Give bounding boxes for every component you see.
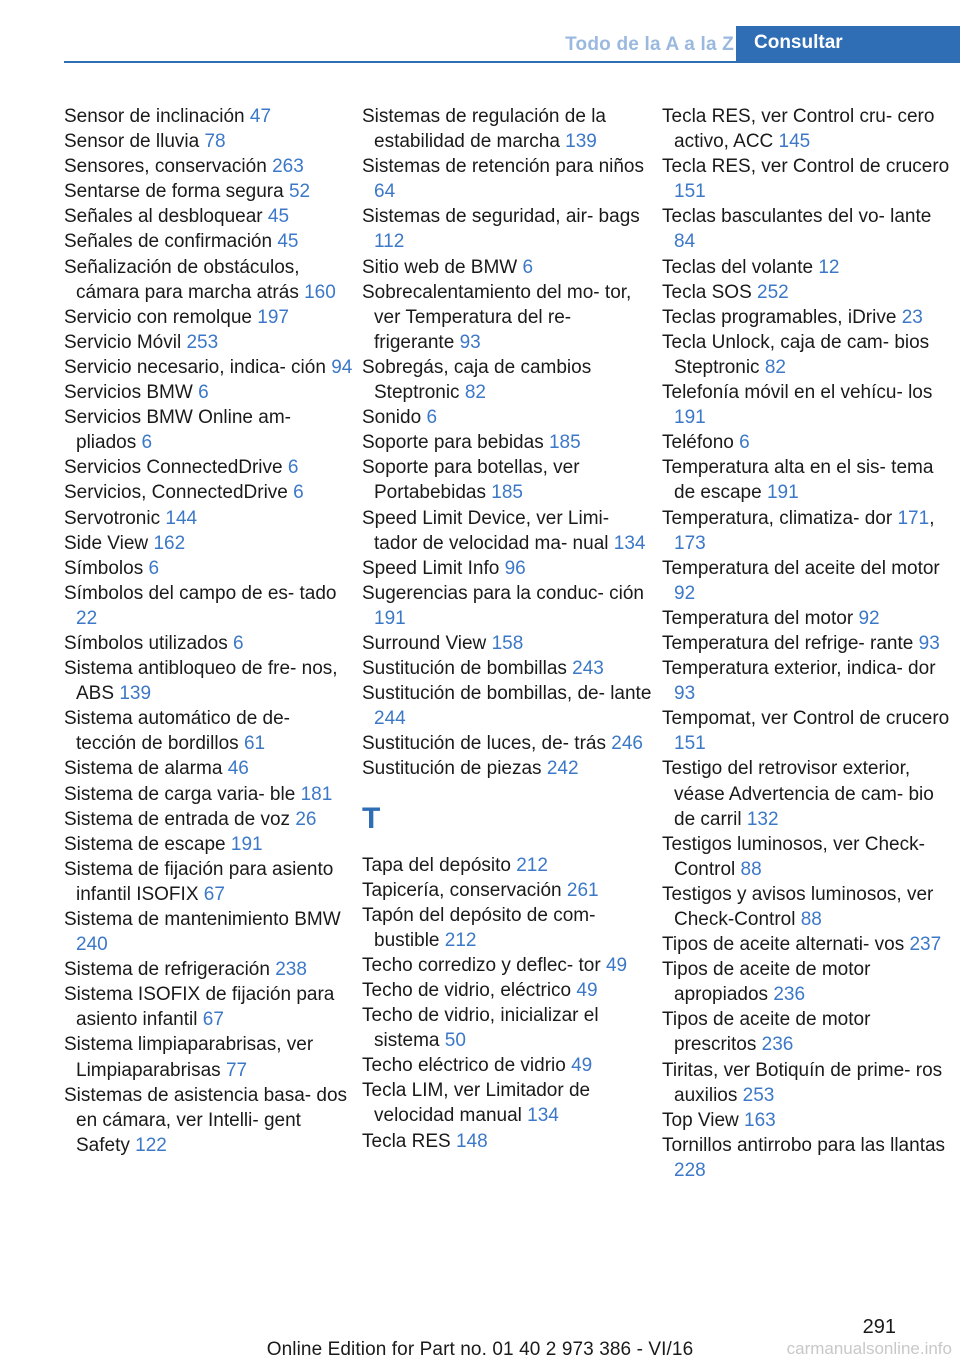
entry-term: Sustitución de bombillas: [362, 658, 567, 680]
page-link[interactable]: 6: [293, 482, 304, 504]
page-link[interactable]: 244: [374, 708, 406, 730]
page-link[interactable]: 240: [76, 934, 108, 956]
index-entry: [362, 953, 652, 978]
index-entry: [64, 656, 354, 706]
index-entry: [64, 807, 354, 832]
index-entry: [362, 355, 652, 405]
entry-term: Sistema de carga varia‐ ble: [64, 783, 296, 805]
page-link[interactable]: 185: [491, 482, 523, 504]
entry-term: Sensor de lluvia: [64, 131, 200, 153]
entry-term: Testigos y avisos luminosos, ver Check-Control: [662, 883, 934, 930]
index-entry: Temperatura, climatiza‐ dor 171, 173: [662, 507, 935, 554]
entry-term: Top View: [662, 1109, 739, 1131]
entry-term: Sensor de inclinación: [64, 106, 245, 127]
index-entry: [662, 706, 952, 756]
index-entry: [64, 506, 354, 531]
page-link[interactable]: 162: [153, 532, 186, 554]
page-link[interactable]: 6: [232, 632, 244, 654]
entry-term: Sistemas de retención para niños: [362, 156, 644, 178]
entry-term: Side View: [64, 532, 149, 554]
index-entry: [362, 903, 652, 953]
entry-term: Sistema de fijación para asiento infantil ISOFIX: [64, 858, 334, 905]
index-entry: [362, 556, 652, 581]
index-entry: [362, 731, 652, 756]
index-entry: [64, 982, 354, 1032]
page-link[interactable]: 52: [288, 181, 311, 203]
index-entry: [362, 631, 652, 656]
page-link[interactable]: 6: [287, 457, 299, 479]
page-link[interactable]: 49: [605, 954, 628, 976]
index-entry: [64, 330, 354, 355]
entry-term: Sistema antibloqueo de fre‐ nos, ABS: [64, 658, 338, 705]
index-entry: [362, 1078, 652, 1128]
page-link[interactable]: 160: [304, 281, 336, 303]
entry-term: Teclas del volante: [662, 256, 814, 278]
entry-term: Sobrecalentamiento del mo‐ tor, ver Temperatura del re‐ frigerante: [362, 281, 632, 353]
page-link[interactable]: 67: [202, 1009, 224, 1031]
entry-term: Sistema de entrada de voz: [64, 808, 291, 830]
page-link[interactable]: 26: [295, 808, 317, 830]
index-entry: [362, 1053, 652, 1078]
page-link[interactable]: 181: [300, 783, 333, 805]
index-entry: [362, 506, 652, 556]
entry-term: Señales al desbloquear: [64, 206, 263, 228]
index-entry: [362, 154, 652, 204]
entry-term: Teléfono: [662, 432, 734, 454]
index-entry: [64, 581, 354, 631]
page-link[interactable]: 49: [571, 1055, 593, 1077]
entry-term: Teclas basculantes del vo‐ lante: [662, 206, 932, 228]
index-entry: [662, 280, 952, 305]
index-entry: [662, 104, 952, 154]
index-entry: [662, 631, 952, 656]
entry-term: Sistemas de seguridad, air‐ bags: [362, 206, 640, 228]
index-entry: [362, 204, 652, 254]
index-entry: [362, 878, 652, 903]
entry-term: Temperatura del motor: [662, 607, 854, 629]
page-link[interactable]: 78: [204, 131, 226, 153]
entry-term: Tecla SOS: [662, 281, 752, 303]
entry-term: Sistemas de asistencia basa‐ dos en cámara, ver Intelli‐ gent Safety: [64, 1084, 348, 1156]
entry-term: Teclas programables, iDrive: [662, 306, 897, 328]
entry-term: Testigo del retrovisor exterior, véase Advertencia de cam‐ bio de carril: [662, 758, 934, 830]
index-entry: [64, 305, 354, 330]
header-rule: [64, 61, 960, 63]
entry-term: Temperatura exterior, indica‐ dor: [662, 658, 936, 680]
index-entry: [64, 907, 354, 957]
index-entry: [662, 756, 952, 831]
page-link[interactable]: 252: [757, 281, 789, 303]
page-link[interactable]: 197: [257, 306, 289, 328]
page-number: 291: [862, 1316, 896, 1338]
page-link[interactable]: 92: [674, 582, 696, 604]
entry-term: Tecla Unlock, caja de cam‐ bios Steptronic: [662, 331, 930, 378]
entry-term: Tecla LIM, ver Limitador de velocidad manual: [362, 1080, 591, 1127]
index-entry: [362, 455, 652, 505]
index-entry: [662, 430, 952, 455]
entry-term: Servicios ConnectedDrive: [64, 457, 283, 479]
page-link[interactable]: 185: [548, 432, 581, 454]
entry-term: Servicios, ConnectedDrive: [64, 482, 288, 504]
entry-term: Servicios BMW: [64, 382, 193, 404]
entry-term: Símbolos utilizados: [64, 632, 228, 654]
page-link[interactable]: 6: [522, 256, 534, 278]
index-column-2: [362, 104, 652, 1154]
entry-term: Tempomat, ver Control de crucero: [662, 708, 950, 730]
page-link[interactable]: 6: [426, 407, 438, 429]
entry-term: Servicio con remolque: [64, 306, 252, 328]
page-link[interactable]: 112: [374, 231, 405, 253]
entry-term: Servicio Móvil: [64, 331, 182, 353]
page-link[interactable]: 228: [674, 1159, 706, 1181]
index-entry: [64, 455, 354, 480]
entry-term: Testigos luminosos, ver Check-Control: [662, 833, 925, 880]
index-entry: [64, 957, 354, 982]
index-entry: [64, 706, 354, 756]
page-header: [0, 0, 960, 62]
page-link[interactable]: 22: [76, 607, 98, 629]
index-entry: [64, 782, 354, 807]
entry-term: Servotronic: [64, 507, 161, 529]
page-link[interactable]: 212: [444, 929, 477, 951]
page-link[interactable]: 45: [267, 206, 290, 228]
entry-term: Señales de confirmación: [64, 231, 273, 253]
page-link[interactable]: 191: [374, 607, 406, 629]
page-link[interactable]: 84: [674, 231, 696, 253]
page-link[interactable]: 212: [516, 854, 548, 876]
index-letter-heading: T: [362, 801, 381, 835]
page-link[interactable]: 243: [572, 658, 604, 680]
page-link[interactable]: 93: [918, 632, 940, 654]
entry-term: Sistema de alarma: [64, 758, 223, 780]
entry-term: Sistema ISOFIX de fijación para asiento infantil: [64, 984, 335, 1031]
index-entry: [64, 204, 354, 229]
page-link[interactable]: 253: [742, 1084, 775, 1106]
entry-term: Sustitución de luces, de‐ trás: [362, 733, 606, 755]
index-entry: [64, 631, 354, 656]
page-link[interactable]: 92: [858, 607, 880, 629]
page-link[interactable]: 151: [674, 733, 706, 755]
index-entry: [64, 104, 354, 129]
entry-term: Sistema de mantenimiento BMW: [64, 909, 341, 930]
entry-term: Tiritas, ver Botiquín de prime‐ ros auxilios: [662, 1059, 943, 1106]
index-entry: [662, 606, 952, 631]
index-entry: [362, 681, 652, 731]
index-entry: [362, 581, 652, 631]
page-link[interactable]: 6: [739, 432, 750, 454]
page-link[interactable]: 67: [203, 883, 225, 905]
index-entry: [362, 756, 652, 781]
entry-term: Sugerencias para la conduc‐ ción: [362, 582, 645, 604]
index-entry: [662, 957, 952, 1007]
page-link[interactable]: 238: [275, 959, 307, 981]
page-link[interactable]: 49: [576, 980, 598, 1001]
entry-term: Sustitución de piezas: [362, 758, 542, 780]
page-link[interactable]: 148: [455, 1130, 488, 1152]
entry-term: Sitio web de BMW: [362, 256, 518, 278]
entry-term: Sobregás, caja de cambios Steptronic: [362, 356, 592, 404]
entry-term: Speed Limit Info: [362, 557, 500, 579]
page-link[interactable]: 6: [141, 432, 153, 454]
index-entry: [64, 154, 354, 179]
page-link[interactable]: 134: [527, 1105, 559, 1127]
entry-term: Servicio necesario, indica‐ ción: [64, 356, 326, 378]
entry-term: Símbolos del campo de es‐ tado: [64, 582, 337, 604]
index-entry: [662, 932, 952, 957]
entry-term: Temperatura, climatiza‐ dor: [662, 507, 893, 529]
index-entry: [64, 229, 354, 254]
page-link[interactable]: 151: [674, 181, 706, 203]
page-link[interactable]: 261: [566, 879, 599, 901]
index-entry: [662, 1108, 952, 1133]
page-link[interactable]: 93: [459, 331, 481, 353]
entry-term: Speed Limit Device, ver Limi‐ tador de velocidad ma‐ nual: [362, 507, 610, 554]
page-link[interactable]: 139: [565, 131, 597, 153]
entry-term: Telefonía móvil en el vehícu‐ los: [662, 382, 933, 404]
entry-term: Sistema limpiaparabrisas, ver Limpiaparabrisas: [64, 1034, 314, 1081]
entry-term: Sistema de escape: [64, 833, 226, 855]
index-entry: [64, 255, 354, 305]
edition-footer: Online Edition for Part no. 01 40 2 973 386 - VI/16: [266, 1339, 694, 1360]
index-entry: [362, 656, 652, 681]
index-entry: [64, 756, 354, 781]
page-link[interactable]: 242: [546, 758, 579, 780]
index-entry: [362, 430, 652, 455]
section-tab: Consultar: [736, 26, 960, 62]
page-link[interactable]: 132: [746, 808, 779, 830]
page-link[interactable]: 122: [135, 1134, 167, 1156]
entry-term: Temperatura del refrige‐ rante: [662, 632, 914, 654]
page-link[interactable]: 134: [613, 532, 646, 554]
entry-term: Tornillos antirrobo para las llantas: [662, 1134, 946, 1156]
page-link[interactable]: 191: [674, 407, 706, 429]
page-link[interactable]: 82: [464, 382, 486, 404]
page-link[interactable]: 158: [491, 632, 524, 654]
entry-term: Temperatura del aceite del motor: [662, 557, 940, 579]
index-entry: [64, 1083, 354, 1158]
page-link[interactable]: 191: [766, 482, 799, 504]
entry-term: Techo corredizo y deflec‐ tor: [362, 954, 601, 976]
page-link[interactable]: 6: [148, 557, 160, 579]
entry-term: Tapa del depósito: [362, 854, 511, 876]
index-entry: [362, 978, 652, 1003]
page-link[interactable]: 50: [444, 1030, 466, 1052]
index-entry: [662, 882, 952, 932]
watermark: carmanualsonline.info: [786, 1339, 952, 1358]
entry-term: Señalización de obstáculos, cámara para marcha atrás: [64, 256, 300, 303]
page-link[interactable]: 144: [165, 507, 198, 529]
page-link[interactable]: 64: [374, 181, 396, 203]
index-entry: [662, 656, 952, 706]
entry-term: Tecla RES: [362, 1130, 451, 1152]
index-entry: [362, 255, 652, 280]
index-entry: [662, 380, 952, 430]
page-link[interactable]: 82: [764, 356, 786, 378]
page-link[interactable]: 237: [909, 934, 942, 956]
page-link[interactable]: 96: [504, 557, 526, 579]
page-link[interactable]: 163: [744, 1109, 776, 1131]
index-entry: [362, 1003, 652, 1053]
page-link[interactable]: 88: [800, 909, 822, 930]
entry-term: Soporte para botellas, ver Portabebidas: [362, 457, 580, 504]
index-entry: [64, 129, 354, 154]
entry-term: Sonido: [362, 407, 422, 429]
entry-term: Soporte para bebidas: [362, 432, 544, 454]
entry-term: Símbolos: [64, 557, 144, 579]
index-entry: [64, 531, 354, 556]
entry-term: Sustitución de bombillas, de‐ lante: [362, 683, 652, 705]
index-entry: [362, 853, 652, 878]
page-link[interactable]: 23: [901, 306, 923, 328]
entry-term: Techo de vidrio, inicializar el sistema: [362, 1005, 599, 1052]
page-link[interactable]: 263: [272, 156, 304, 178]
index-entry: [662, 255, 952, 280]
entry-term: Techo eléctrico de vidrio: [362, 1055, 566, 1077]
page-link[interactable]: 191: [230, 833, 263, 855]
entry-term: Techo de vidrio, eléctrico: [362, 980, 572, 1001]
page-link[interactable]: 236: [761, 1034, 794, 1056]
index-entry: [362, 405, 652, 430]
index-entry: [662, 154, 952, 204]
index-entry: [64, 556, 354, 581]
entry-term: Tipos de aceite de motor prescritos: [662, 1009, 871, 1056]
page-link[interactable]: 246: [611, 733, 643, 755]
page-link[interactable]: 61: [243, 733, 266, 755]
entry-term: Sistema de refrigeración: [64, 959, 270, 981]
page-link[interactable]: 236: [773, 984, 806, 1006]
index-entry: [362, 104, 652, 154]
index-entry: [362, 1129, 652, 1154]
index-entry: [662, 832, 952, 882]
entry-term: Sensores, conservación: [64, 156, 267, 178]
index-entry: [662, 204, 952, 254]
entry-term: Tecla RES, ver Control cru‐ cero activo, ACC: [662, 106, 935, 153]
index-entry: [362, 280, 652, 355]
index-entry: [662, 1058, 952, 1108]
entry-term: Surround View: [362, 632, 487, 654]
index-entry: [662, 330, 952, 380]
page-link[interactable]: 139: [119, 683, 152, 705]
page-link[interactable]: 145: [778, 131, 811, 153]
index-column-1: [64, 104, 354, 1158]
page-link[interactable]: 45: [277, 231, 299, 253]
index-entry: [662, 556, 952, 606]
entry-term: Tapicería, conservación: [362, 879, 562, 901]
page-link[interactable]: 173: [674, 532, 706, 554]
index-entry: [64, 380, 354, 405]
index-entry: [64, 857, 354, 907]
page-link[interactable]: 88: [740, 858, 762, 880]
index-entry: [662, 1007, 952, 1057]
page-link[interactable]: 93: [674, 683, 696, 705]
entry-term: Sistema automático de de‐ tección de bordillos: [64, 708, 291, 755]
index-entry: [64, 405, 354, 455]
index-entry: [662, 1133, 952, 1183]
page-link[interactable]: 94: [331, 356, 353, 378]
entry-term: Servicios BMW Online am‐ pliados: [64, 407, 291, 454]
index-entry: [662, 305, 952, 330]
page-link[interactable]: 77: [225, 1059, 248, 1081]
entry-term: Sistemas de regulación de la estabilidad de marcha: [362, 106, 606, 153]
section-title: Todo de la A a la Z: [565, 34, 734, 55]
page-link[interactable]: 47: [249, 106, 272, 127]
page-link[interactable]: 12: [818, 256, 840, 278]
entry-term: Tapón del depósito de com‐ bustible: [362, 904, 596, 951]
index-entry: [64, 480, 354, 505]
index-entry: [64, 1032, 354, 1082]
page-link[interactable]: 253: [186, 331, 219, 353]
entry-term: Tecla RES, ver Control de crucero: [662, 156, 950, 178]
page-link[interactable]: 6: [198, 382, 209, 404]
page-link[interactable]: 171: [897, 507, 930, 529]
index-column-3: [662, 104, 952, 1183]
entry-term: Tipos de aceite de motor apropiados: [662, 959, 871, 1006]
entry-term: Temperatura alta en el sis‐ tema de escape: [662, 457, 934, 504]
page-link[interactable]: 46: [227, 758, 249, 780]
entry-term: Tipos de aceite alternati‐ vos: [662, 934, 905, 956]
entry-term: Sentarse de forma segura: [64, 181, 284, 203]
index-entry: [64, 832, 354, 857]
index-entry: [662, 455, 952, 505]
index-entry: [64, 179, 354, 204]
index-entry: [64, 355, 354, 380]
